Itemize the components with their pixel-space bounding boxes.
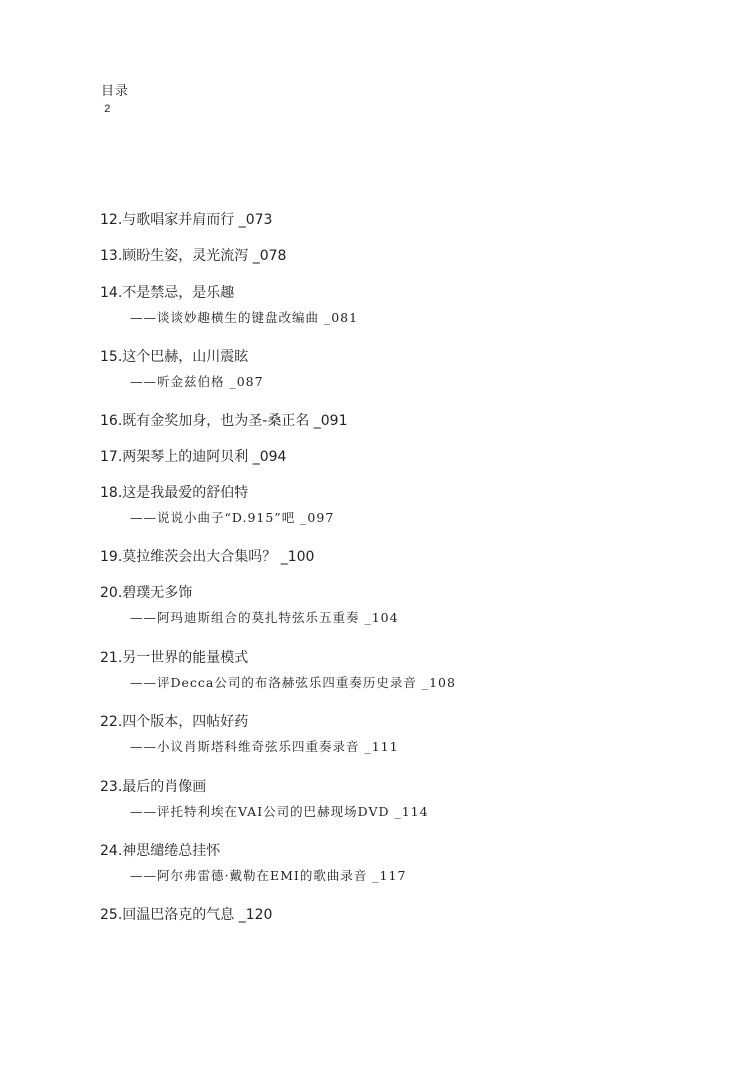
toc-entry (100, 347, 264, 391)
toc-entry (100, 283, 358, 327)
toc-entry-subtitle: ——阿尔弗雷德·戴勒在EMI的歌曲录音 _117 (130, 868, 407, 883)
toc-entry (100, 483, 334, 527)
toc-entry-title: 16.既有金奖加身，也为圣-桑正名 _091 (100, 413, 348, 429)
toc-entry-title: 14.不是禁忌，是乐趣 (100, 285, 235, 301)
toc-entry-title: 25.回温巴洛克的气息 _120 (100, 907, 273, 923)
toc-entry-subtitle: ——评托特利埃在VAI公司的巴赫现场DVD _114 (130, 804, 429, 819)
toc-entry-subtitle: ——小议肖斯塔科维奇弦乐四重奏录音 _111 (130, 739, 399, 754)
page-number: 2 (104, 104, 111, 116)
toc-entry-title: 15.这个巴赫，山川震眩 (100, 349, 249, 365)
toc-entry-title: 17.两架琴上的迪阿贝利 _094 (100, 449, 287, 465)
toc-entry-title: 13.顾盼生姿，灵光流泻 _078 (100, 248, 287, 264)
toc-entry-subtitle: ——评Decca公司的布洛赫弦乐四重奏历史录音 _108 (130, 675, 456, 690)
toc-entry (100, 841, 406, 885)
toc-entry (100, 246, 286, 266)
toc-entry-title: 23.最后的肖像画 (100, 779, 207, 795)
toc-entry (100, 583, 399, 627)
toc-entry-title: 20.碧璞无多饰 (100, 585, 193, 601)
toc-entry (100, 447, 286, 467)
toc-entry-title: 24.神思缱绻总挂怀 (100, 843, 221, 859)
page-header-title: 目录 (101, 84, 130, 99)
toc-entry-subtitle: ——听金兹伯格 _087 (130, 374, 264, 389)
toc-entry-title: 18.这是我最爱的舒伯特 (100, 485, 249, 501)
toc-entry-title: 21.另一世界的能量模式 (100, 650, 249, 666)
toc-entry-title: 19.莫拉维茨会出大合集吗？ _100 (100, 549, 315, 565)
toc-entry-title: 22.四个版本，四帖好药 (100, 714, 249, 730)
toc-entry-title: 12.与歌唱家并肩而行 _073 (100, 212, 273, 228)
toc-entry (100, 547, 314, 567)
toc-entry (100, 712, 399, 756)
toc-entry (100, 905, 272, 925)
toc-entry (100, 411, 348, 431)
toc-entry (100, 210, 272, 230)
toc-entry-subtitle: ——说说小曲子“D.915”吧 _097 (130, 510, 335, 525)
toc-entry-subtitle: ——阿玛迪斯组合的莫扎特弦乐五重奏 _104 (130, 610, 399, 625)
toc-entry (100, 648, 456, 692)
toc-entry-subtitle: ——谈谈妙趣横生的键盘改编曲 _081 (130, 310, 359, 325)
toc-entry (100, 777, 429, 821)
